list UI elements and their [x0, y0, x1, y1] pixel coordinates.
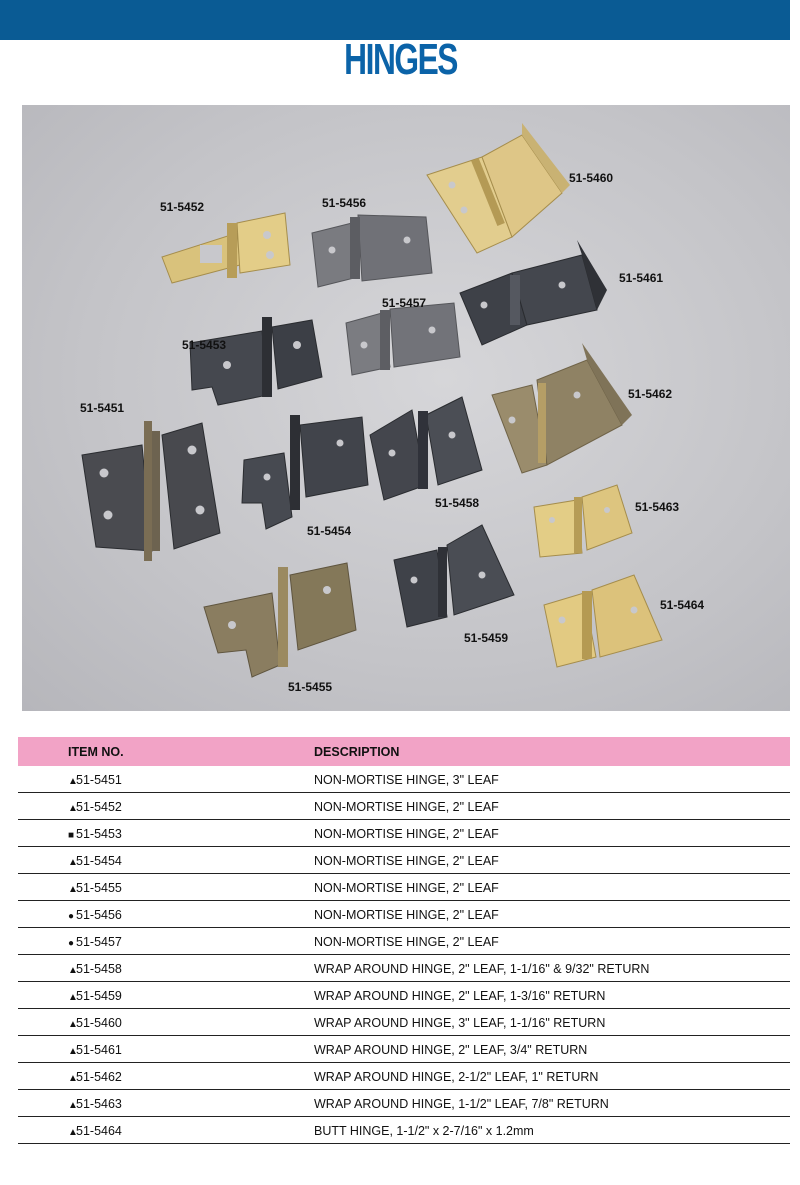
- item-number: 51-5459: [76, 989, 122, 1003]
- photo-label-51-5462: 51-5462: [628, 387, 673, 401]
- hinge-51-5460: [427, 123, 570, 253]
- header-item-no: ITEM NO.: [68, 745, 124, 759]
- hinge-51-5461: [460, 240, 607, 345]
- finish-marker: ▲: [68, 884, 78, 895]
- table-row: [18, 955, 790, 982]
- finish-marker: ▲: [68, 1073, 78, 1084]
- table-row: [18, 1090, 790, 1117]
- table-row: [18, 982, 790, 1009]
- photo-label-51-5453: 51-5453: [182, 338, 227, 352]
- finish-marker: ■: [68, 830, 75, 841]
- table-row: [18, 901, 790, 928]
- item-number: 51-5460: [76, 1016, 122, 1030]
- hinge-illustrations: [22, 105, 790, 711]
- header-description: DESCRIPTION: [314, 745, 400, 759]
- item-number-cell: [68, 773, 122, 787]
- item-number: 51-5454: [76, 854, 122, 868]
- description-cell: WRAP AROUND HINGE, 2" LEAF, 1-1/16" & 9/32" RETURN: [314, 962, 650, 976]
- page-title: HINGES: [344, 35, 457, 84]
- finish-marker: ▲: [68, 1046, 78, 1057]
- hinge-51-5464: [544, 575, 662, 667]
- item-number-cell: [68, 827, 122, 841]
- item-number: 51-5462: [76, 1070, 122, 1084]
- description-cell: WRAP AROUND HINGE, 1-1/2" LEAF, 7/8" RETURN: [314, 1097, 609, 1111]
- table-row: [18, 1009, 790, 1036]
- table-row: [18, 766, 790, 793]
- item-number: 51-5461: [76, 1043, 122, 1057]
- item-number: 51-5456: [76, 908, 122, 922]
- photo-label-51-5452: 51-5452: [160, 200, 205, 214]
- photo-label-51-5461: 51-5461: [619, 271, 664, 285]
- description-cell: NON-MORTISE HINGE, 2" LEAF: [314, 800, 499, 814]
- hinge-51-5456: [312, 215, 432, 287]
- item-number-cell: [68, 989, 122, 1003]
- product-table: [18, 737, 790, 1144]
- table-row: [18, 820, 790, 847]
- item-number: 51-5457: [76, 935, 122, 949]
- photo-label-51-5454: 51-5454: [307, 524, 352, 538]
- table-row: [18, 874, 790, 901]
- item-number-cell: [68, 800, 122, 814]
- item-number-cell: [68, 1016, 122, 1030]
- item-number: 51-5455: [76, 881, 122, 895]
- finish-marker: ▲: [68, 803, 78, 814]
- finish-marker: ▲: [68, 992, 78, 1003]
- item-number-cell: [68, 935, 122, 949]
- item-number: 51-5451: [76, 773, 122, 787]
- finish-marker: ●: [68, 938, 75, 949]
- description-cell: NON-MORTISE HINGE, 2" LEAF: [314, 908, 499, 922]
- finish-marker: ▲: [68, 965, 78, 976]
- table-header: [18, 737, 790, 766]
- hinge-51-5463: [534, 485, 632, 557]
- description-cell: NON-MORTISE HINGE, 2" LEAF: [314, 827, 499, 841]
- item-number-cell: [68, 962, 122, 976]
- item-number-cell: [68, 1124, 122, 1138]
- item-number-cell: [68, 1043, 122, 1057]
- finish-marker: ▲: [68, 776, 78, 787]
- hinge-51-5451: [82, 421, 220, 561]
- table-row: [18, 1117, 790, 1144]
- hinge-51-5459: [394, 525, 514, 627]
- table-row: [18, 847, 790, 874]
- description-cell: BUTT HINGE, 1-1/2" x 2-7/16" x 1.2mm: [314, 1124, 534, 1138]
- hinge-51-5455: [204, 563, 356, 677]
- photo-label-51-5451: 51-5451: [80, 401, 125, 415]
- finish-marker: ▲: [68, 1127, 78, 1138]
- photo-label-51-5464: 51-5464: [660, 598, 705, 612]
- photo-label-51-5460: 51-5460: [569, 171, 614, 185]
- description-cell: NON-MORTISE HINGE, 2" LEAF: [314, 881, 499, 895]
- item-number-cell: [68, 1097, 122, 1111]
- item-number: 51-5453: [76, 827, 122, 841]
- item-number: 51-5452: [76, 800, 122, 814]
- hinge-51-5457: [346, 303, 460, 375]
- photo-label-51-5457: 51-5457: [382, 296, 427, 310]
- product-photo: [22, 105, 790, 711]
- item-number-cell: [68, 908, 122, 922]
- hinge-51-5458: [370, 397, 482, 500]
- photo-label-51-5459: 51-5459: [464, 631, 509, 645]
- table-body: [18, 766, 790, 1144]
- photo-label-51-5456: 51-5456: [322, 196, 367, 210]
- table-row: [18, 793, 790, 820]
- description-cell: WRAP AROUND HINGE, 2" LEAF, 1-3/16" RETURN: [314, 989, 606, 1003]
- description-cell: WRAP AROUND HINGE, 2-1/2" LEAF, 1" RETURN: [314, 1070, 599, 1084]
- table-row: [18, 928, 790, 955]
- item-number: 51-5463: [76, 1097, 122, 1111]
- photo-label-51-5463: 51-5463: [635, 500, 680, 514]
- hinge-51-5454: [242, 415, 368, 529]
- description-cell: NON-MORTISE HINGE, 2" LEAF: [314, 935, 499, 949]
- hinge-51-5462: [492, 343, 632, 473]
- description-cell: NON-MORTISE HINGE, 3" LEAF: [314, 773, 499, 787]
- description-cell: WRAP AROUND HINGE, 2" LEAF, 3/4" RETURN: [314, 1043, 588, 1057]
- finish-marker: ▲: [68, 1019, 78, 1030]
- photo-label-51-5455: 51-5455: [288, 680, 333, 694]
- finish-marker: ▲: [68, 1100, 78, 1111]
- finish-marker: ●: [68, 911, 75, 922]
- finish-marker: ▲: [68, 857, 78, 868]
- item-number: 51-5458: [76, 962, 122, 976]
- item-number-cell: [68, 1070, 122, 1084]
- item-number-cell: [68, 881, 122, 895]
- hinge-51-5452: [162, 213, 290, 283]
- description-cell: NON-MORTISE HINGE, 2" LEAF: [314, 854, 499, 868]
- photo-label-51-5458: 51-5458: [435, 496, 480, 510]
- table-row: [18, 1036, 790, 1063]
- hinge-51-5453: [190, 317, 322, 405]
- description-cell: WRAP AROUND HINGE, 3" LEAF, 1-1/16" RETURN: [314, 1016, 606, 1030]
- item-number-cell: [68, 854, 122, 868]
- item-number: 51-5464: [76, 1124, 122, 1138]
- table-row: [18, 1063, 790, 1090]
